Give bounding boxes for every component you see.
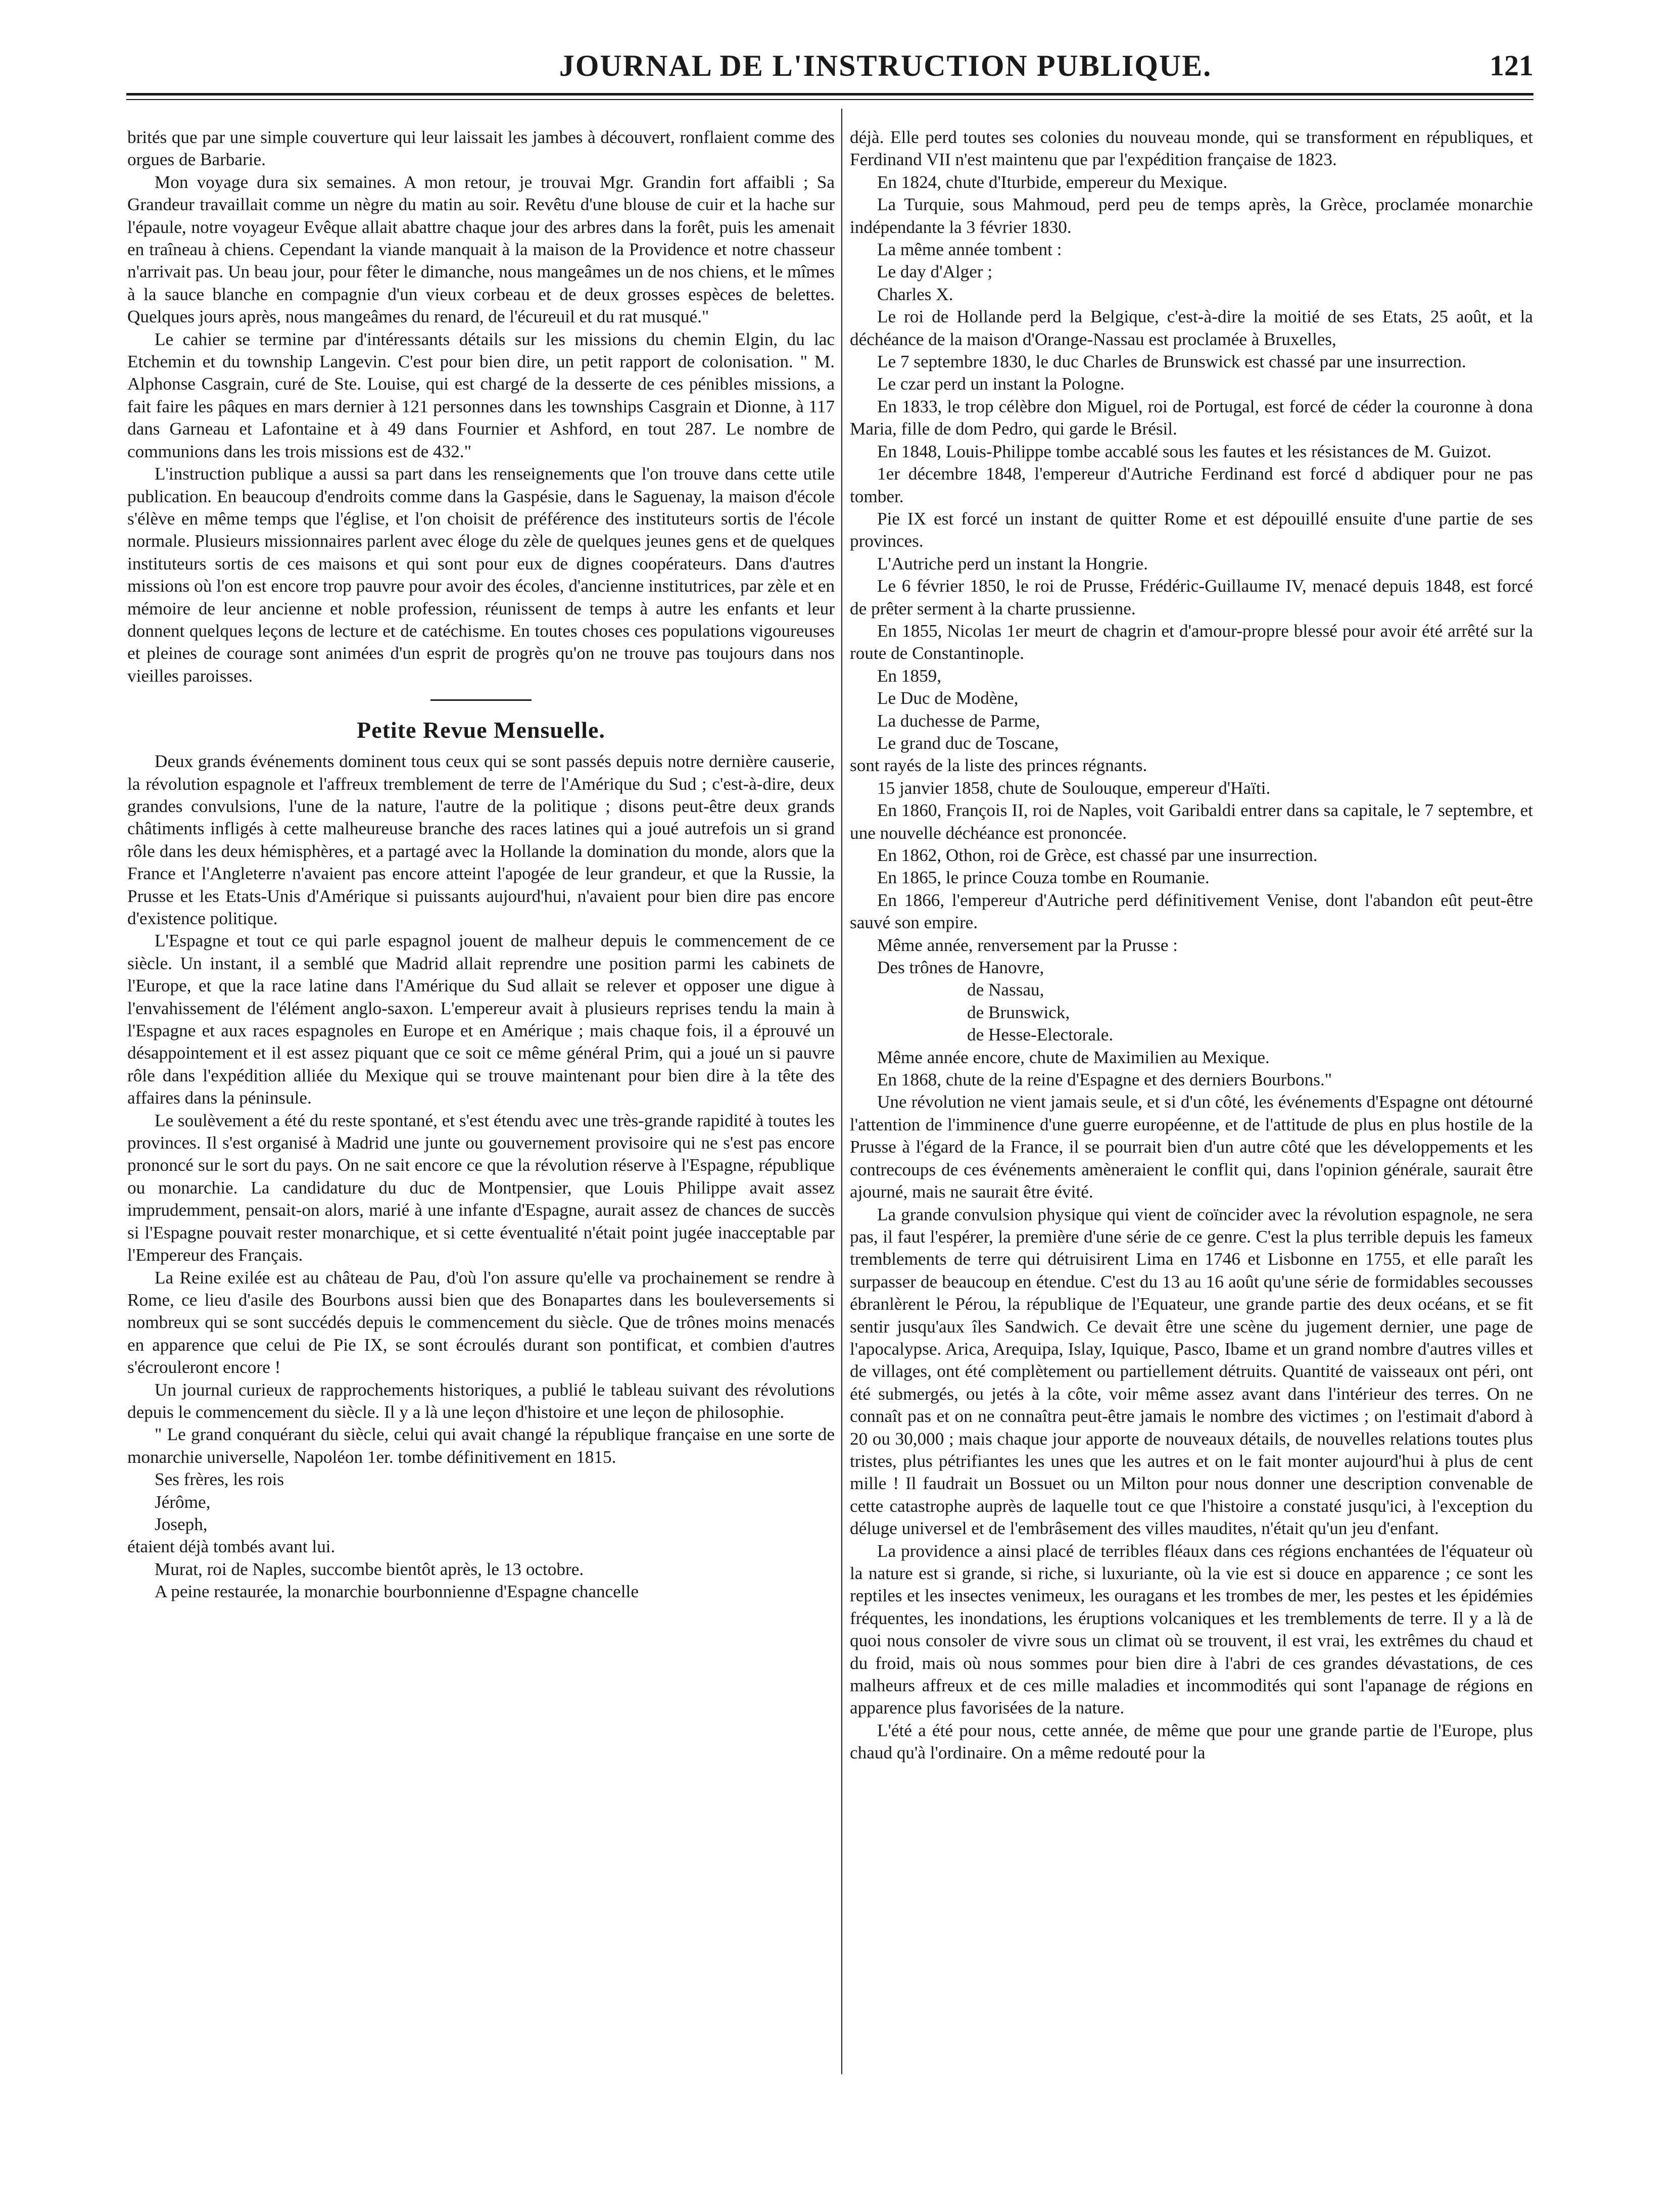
paragraph: En 1866, l'empereur d'Autriche perd définitivement Venise, dont l'abandon eût peut-être sauvé son empire.: [850, 890, 1533, 933]
paragraph: En 1860, François II, roi de Naples, voit Garibaldi entrer dans sa capitale, le 7 septembre, et une nouvelle déchéance est prononcée.: [850, 800, 1533, 843]
list-line: Ses frères, les rois: [155, 1469, 284, 1490]
paragraph: Le grand duc de Toscane,: [877, 733, 1059, 753]
paragraph: La duchesse de Parme,: [877, 710, 1040, 731]
paragraph: L'instruction publique a aussi sa part dans les renseignements que l'on trouve dans cette utile publication. En beaucoup d'endroits comme dans la Gaspésie, dans le Saguenay, la maison d'école s'élève en même temps que l'église, et l'on choisit de préférence des instituteurs sortis de l'école normale. Plusieurs missionnaires parlent avec éloge du zèle de quelques jeunes gens et de quelques instituteurs sortis de ces maisons et qui sont pour eux de dignes coopérateurs. Dans d'autres missions où l'on est encore trop pauvre pour avoir des écoles, d'ancienne institutrices, par zèle et en mémoire de leur ancienne et noble profession, réunissent de temps à autre les enfants et leur donnent quelques leçons de lecture et de catéchisme. En toutes choses ces populations vigoureuses et pleines de courage sont animées d'un esprit de progrès qu'on ne trouve pas toujours dans nos vieilles paroisses.: [127, 464, 835, 686]
running-title: JOURNAL DE L'INSTRUCTION PUBLIQUE.: [559, 49, 1212, 82]
paragraph: Le Duc de Modène,: [877, 688, 1019, 708]
paragraph: En 1868, chute de la reine d'Espagne et des derniers Bourbons.": [877, 1070, 1332, 1090]
paragraph: La providence a ainsi placé de terribles fléaux dans ces régions enchantées de l'équateur où la nature est si grande, si riche, si luxuriante, où la vie est si douce en apparence ; ce sont les reptiles et les insectes venimeux, les ouragans et les trombes de mer, les pestes et les épidémies fréquentes, les inondations, les éruptions volcaniques et les tremblements de terre. Il y a là de quoi nous consoler de vivre sous un climat où se trouvent, il est vrai, les extrêmes du chaud et du froid, mais où nous sommes pour bien dire à l'abri de ces grandes dévastations, de ces malheurs affreux et de ces mille maladies et incommodités qui sont l'apanage de régions en apparence plus favorisées de la nature.: [850, 1541, 1533, 1718]
page-number: 121: [1490, 49, 1533, 82]
paragraph: Le soulèvement a été du reste spontané, et s'est étendu avec une très-grande rapidité à toutes les provinces. Il s'est organisé à Madrid une junte ou gouvernement provisoire qui ne s'est pas encore prononcé sur le sort du pays. On ne sait encore ce que la révolution réserve à l'Espagne, république ou monarchie. La candidature du duc de Montpensier, que Louis Philippe avait assez imprudemment, pensait-on alors, marié à une infante d'Espagne, aurait assez de chances de succès si l'Espagne pouvait rester monarchique, et si cette éventualité n'était point jugée inacceptable par l'Empereur des Français.: [127, 1110, 835, 1265]
paragraph: La Turquie, sous Mahmoud, perd peu de temps après, la Grèce, proclamée monarchie indépendante la 3 février 1830.: [850, 195, 1533, 237]
paragraph: L'Autriche perd un instant la Hongrie.: [877, 553, 1148, 574]
paragraph: Le cahier se termine par d'intéressants détails sur les missions du chemin Elgin, du lac Etchemin et du township Langevin. C'est pour bien dire, un petit rapport de colonisation. " M. Alphonse Casgrain, curé de Ste. Louise, qui est chargé de la desserte de ces pénibles missions, a fait faire les pâques en mars dernier à 121 personnes dans les townships Casgrain et Dionne, à 117 dans Garneau et Lafontaine et à 49 dans Fournier et Ashford, en tout 287. Le nombre de communions dans les trois missions est de 432.": [127, 329, 835, 461]
paragraph: Deux grands événements dominent tous ceux qui se sont passés depuis notre dernière causerie, la révolution espagnole et l'affreux tremblement de terre de l'Amérique du Sud ; c'est-à-dire, deux grandes convulsions, l'une de la nature, l'autre de la politique ; disons peut-être deux grands châtiments infligés à cette malheureuse branche des races latines qui a joué autrefois un si grand rôle dans les deux hémisphères, et a partagé avec la Hollande la domination du monde, alors que la France et l'Angleterre n'avaient pas encore atteint l'apogée de leur grandeur, et que la Russie, la Prusse et les Etats-Unis d'Amérique si puissants aujourd'hui, n'avaient pour bien dire pas encore d'existence politique.: [127, 751, 835, 928]
paragraph: Mon voyage dura six semaines. A mon retour, je trouvai Mgr. Grandin fort affaibli ; Sa Grandeur travaillait comme un nègre du matin au soir. Revêtu d'une blouse de cuir et la hache sur l'épaule, notre voyageur Evêque allait abattre chaque jour des arbres dans la forêt, puis les amenait en traîneau à chiens. Cependant la viande manquait à la maison de la Providence et notre chasseur n'arrivait pas. Un beau jour, pour fêter le dimanche, nous mangeâmes un de nos chiens, et le mîmes à la sauce blanche en compagnie d'un vieux corbeau et de deux grosses espèces de belettes. Quelques jours après, nous mangeâmes du renard, de l'écureuil et du rat musqué.": [127, 172, 835, 327]
paragraph: Le czar perd un instant la Pologne.: [877, 374, 1125, 394]
list-line: Joseph,: [155, 1514, 208, 1534]
paragraph: En 1855, Nicolas 1er meurt de chagrin et d'amour-propre blessé pour avoir été arrêté sur la route de Constantinople.: [850, 621, 1533, 663]
list-line: de Nassau,: [967, 980, 1044, 1000]
section-title: Petite Revue Mensuelle.: [357, 717, 605, 743]
paragraph: En 1859,: [877, 665, 942, 686]
list-line: Jérôme,: [155, 1492, 211, 1512]
paragraph: Même année encore, chute de Maximilien au Mexique.: [877, 1047, 1270, 1067]
paragraph: L'été a été pour nous, cette année, de même que pour une grande partie de l'Europe, plus chaud qu'à l'ordinaire. On a même redouté pour la: [850, 1720, 1533, 1763]
left-column: [127, 126, 835, 2077]
list-line: de Brunswick,: [967, 1002, 1070, 1022]
paragraph: Murat, roi de Naples, succombe bientôt après, le 13 octobre.: [155, 1559, 584, 1579]
paragraph: Des trônes de Hanovre,: [877, 958, 1044, 978]
paragraph: Pie IX est forcé un instant de quitter Rome et est dépouillé ensuite d'une partie de ses provinces.: [850, 508, 1533, 551]
paragraph: sont rayés de la liste des princes régnants.: [850, 755, 1147, 776]
paragraph: La grande convulsion physique qui vient de coïncider avec la révolution espagnole, ne sera pas, il faut l'espérer, la première d'une série de ce genre. C'est la plus terrible depuis les fameux tremblements de terre qui détruisirent Lima en 1746 et Lisbonne en 1755, et elle paraît les surpasser de beaucoup en étendue. C'est du 13 au 16 août qu'une série de formidables secousses ébranlèrent le Pérou, la république de l'Equateur, une grande partie des deux océans, et se fit sentir jusqu'aux îles Sandwich. Ce devait être une scène du jugement dernier, une page de l'apocalypse. Arica, Arequipa, Islay, Iquique, Pasco, Ibame et un grand nombre d'autres villes et de villages, ont été complètement ou partiellement détruits. Quantité de vaisseaux ont péri, ont été submergés, ou jetés à la côte, voir même assez avant dans l'intérieur des terres. On ne connaît pas et on ne connaîtra peut-être jamais le nombre des victimes ; on l'estimait d'abord à 20 ou 30,000 ; mais chaque jour apporte de nouveaux détails, de nouvelles relations toutes plus tristes, plus pétrifiantes les unes que les autres et on le fait monter aujourd'hui à plus de cent mille ! Il faudrait un Bossuet ou un Milton pour nous donner une description convenable de cette catastrophe auprès de laquelle tout ce que l'histoire a constaté jusqu'ici, à l'exception du déluge universel et de l'embrâsement des villes maudites, n'était qu'un jeu d'enfant.: [850, 1204, 1533, 1539]
paragraph: Le 7 septembre 1830, le duc Charles de Brunswick est chassé par une insurrection.: [877, 352, 1466, 372]
paragraph: Le 6 février 1850, le roi de Prusse, Frédéric-Guillaume IV, menacé depuis 1848, est forcé de prêter serment à la charte prussienne.: [850, 576, 1533, 618]
paragraph: En 1848, Louis-Philippe tombe accablé sous les fautes et les résistances de M. Guizot.: [877, 441, 1492, 461]
header-rule-thick: [126, 93, 1533, 96]
paragraph: En 1862, Othon, roi de Grèce, est chassé par une insurrection.: [877, 845, 1318, 865]
section-separator: [430, 699, 532, 701]
paragraph: L'Espagne et tout ce qui parle espagnol jouent de malheur depuis le commencement de ce siècle. Un instant, il a semblé que Madrid allait reprendre une position parmi les cabinets de l'Europe, et que la race latine dans l'Amérique du Sud allait se relever et opposer une digue à l'envahissement de l'élément anglo-saxon. L'empereur avait à plusieurs reprises tendu la main à l'Espagne et aux races espagnoles en Europe et en Amérique ; mais chaque fois, il a éprouvé un désappointement et il est assez piquant que ce soit ce même général Prim, qui a joué un si pauvre rôle dans l'expédition alliée du Mexique qui se trouve maintenant pour bien dire à la tête des affaires dans la péninsule.: [127, 931, 835, 1108]
paragraph: La Reine exilée est au château de Pau, d'où l'on assure qu'elle va prochainement se rendre à Rome, ce lieu d'asile des Bourbons aussi bien que des Bonapartes dans les bouleversements si nombreux qui se sont succédés depuis le commencement du siècle. Que de trônes moins menacés en apparence que celui de Pie IX, se sont écroulés durant son pontificat, et combien d'autres s'écrouleront encore !: [127, 1267, 835, 1377]
paragraph: déjà. Elle perd toutes ses colonies du nouveau monde, qui se transforment en républiques, et Ferdinand VII n'est maintenu que par l'expédition française de 1823.: [850, 127, 1533, 170]
paragraph: La même année tombent :: [877, 240, 1062, 260]
paragraph: A peine restaurée, la monarchie bourbonnienne d'Espagne chancelle: [155, 1582, 639, 1602]
header-rule-thin: [126, 99, 1533, 100]
paragraph: brités que par une simple couverture qui leur laissait les jambes à découvert, ronflaient comme des orgues de Barbarie.: [127, 127, 835, 170]
paragraph: " Le grand conquérant du siècle, celui qui avait changé la république française en une sorte de monarchie universelle, Napoléon 1er. tombe définitivement en 1815.: [127, 1424, 835, 1467]
column-divider: [841, 109, 842, 2074]
paragraph: Le roi de Hollande perd la Belgique, c'est-à-dire la moitié de ses Etats, 25 août, et la déchéance de la maison d'Orange-Nassau est proclamée à Bruxelles,: [850, 307, 1533, 349]
paragraph: En 1833, le trop célèbre don Miguel, roi de Portugal, est forcé de céder la couronne à dona Maria, fille de dom Pedro, qui garde le Brésil.: [850, 396, 1533, 439]
paragraph: 1er décembre 1848, l'empereur d'Autriche Ferdinand est forcé d abdiquer pour ne pas tomber.: [850, 464, 1533, 506]
paragraph: Une révolution ne vient jamais seule, et si d'un côté, les événements d'Espagne ont détourné l'attention de l'imminence d'une guerre européenne, et de l'attitude de plus en plus hostile de la Prusse à l'égard de la France, il se pourrait bien d'un autre côté que les développements et les contrecoups de ces événements amèneraient le conflit qui, dans l'opinion générale, saurait être ajourné, mais ne saurait être évité.: [850, 1092, 1533, 1202]
paragraph: En 1824, chute d'Iturbide, empereur du Mexique.: [877, 172, 1228, 192]
paragraph: étaient déjà tombés avant lui.: [127, 1537, 335, 1557]
paragraph: En 1865, le prince Couza tombe en Roumanie.: [877, 868, 1210, 888]
list-line: de Hesse-Electorale.: [967, 1025, 1114, 1045]
paragraph: Le day d'Alger ;: [877, 262, 993, 282]
paragraph: Un journal curieux de rapprochements historiques, a publié le tableau suivant des révolutions depuis le commencement du siècle. Il y a là une leçon d'histoire et une leçon de philosophie.: [127, 1379, 835, 1422]
running-head: [126, 49, 1533, 89]
paragraph: 15 janvier 1858, chute de Soulouque, empereur d'Haïti.: [877, 778, 1271, 798]
right-column: [850, 126, 1533, 2077]
paragraph: Même année, renversement par la Prusse :: [877, 935, 1178, 955]
paragraph: Charles X.: [877, 284, 953, 304]
